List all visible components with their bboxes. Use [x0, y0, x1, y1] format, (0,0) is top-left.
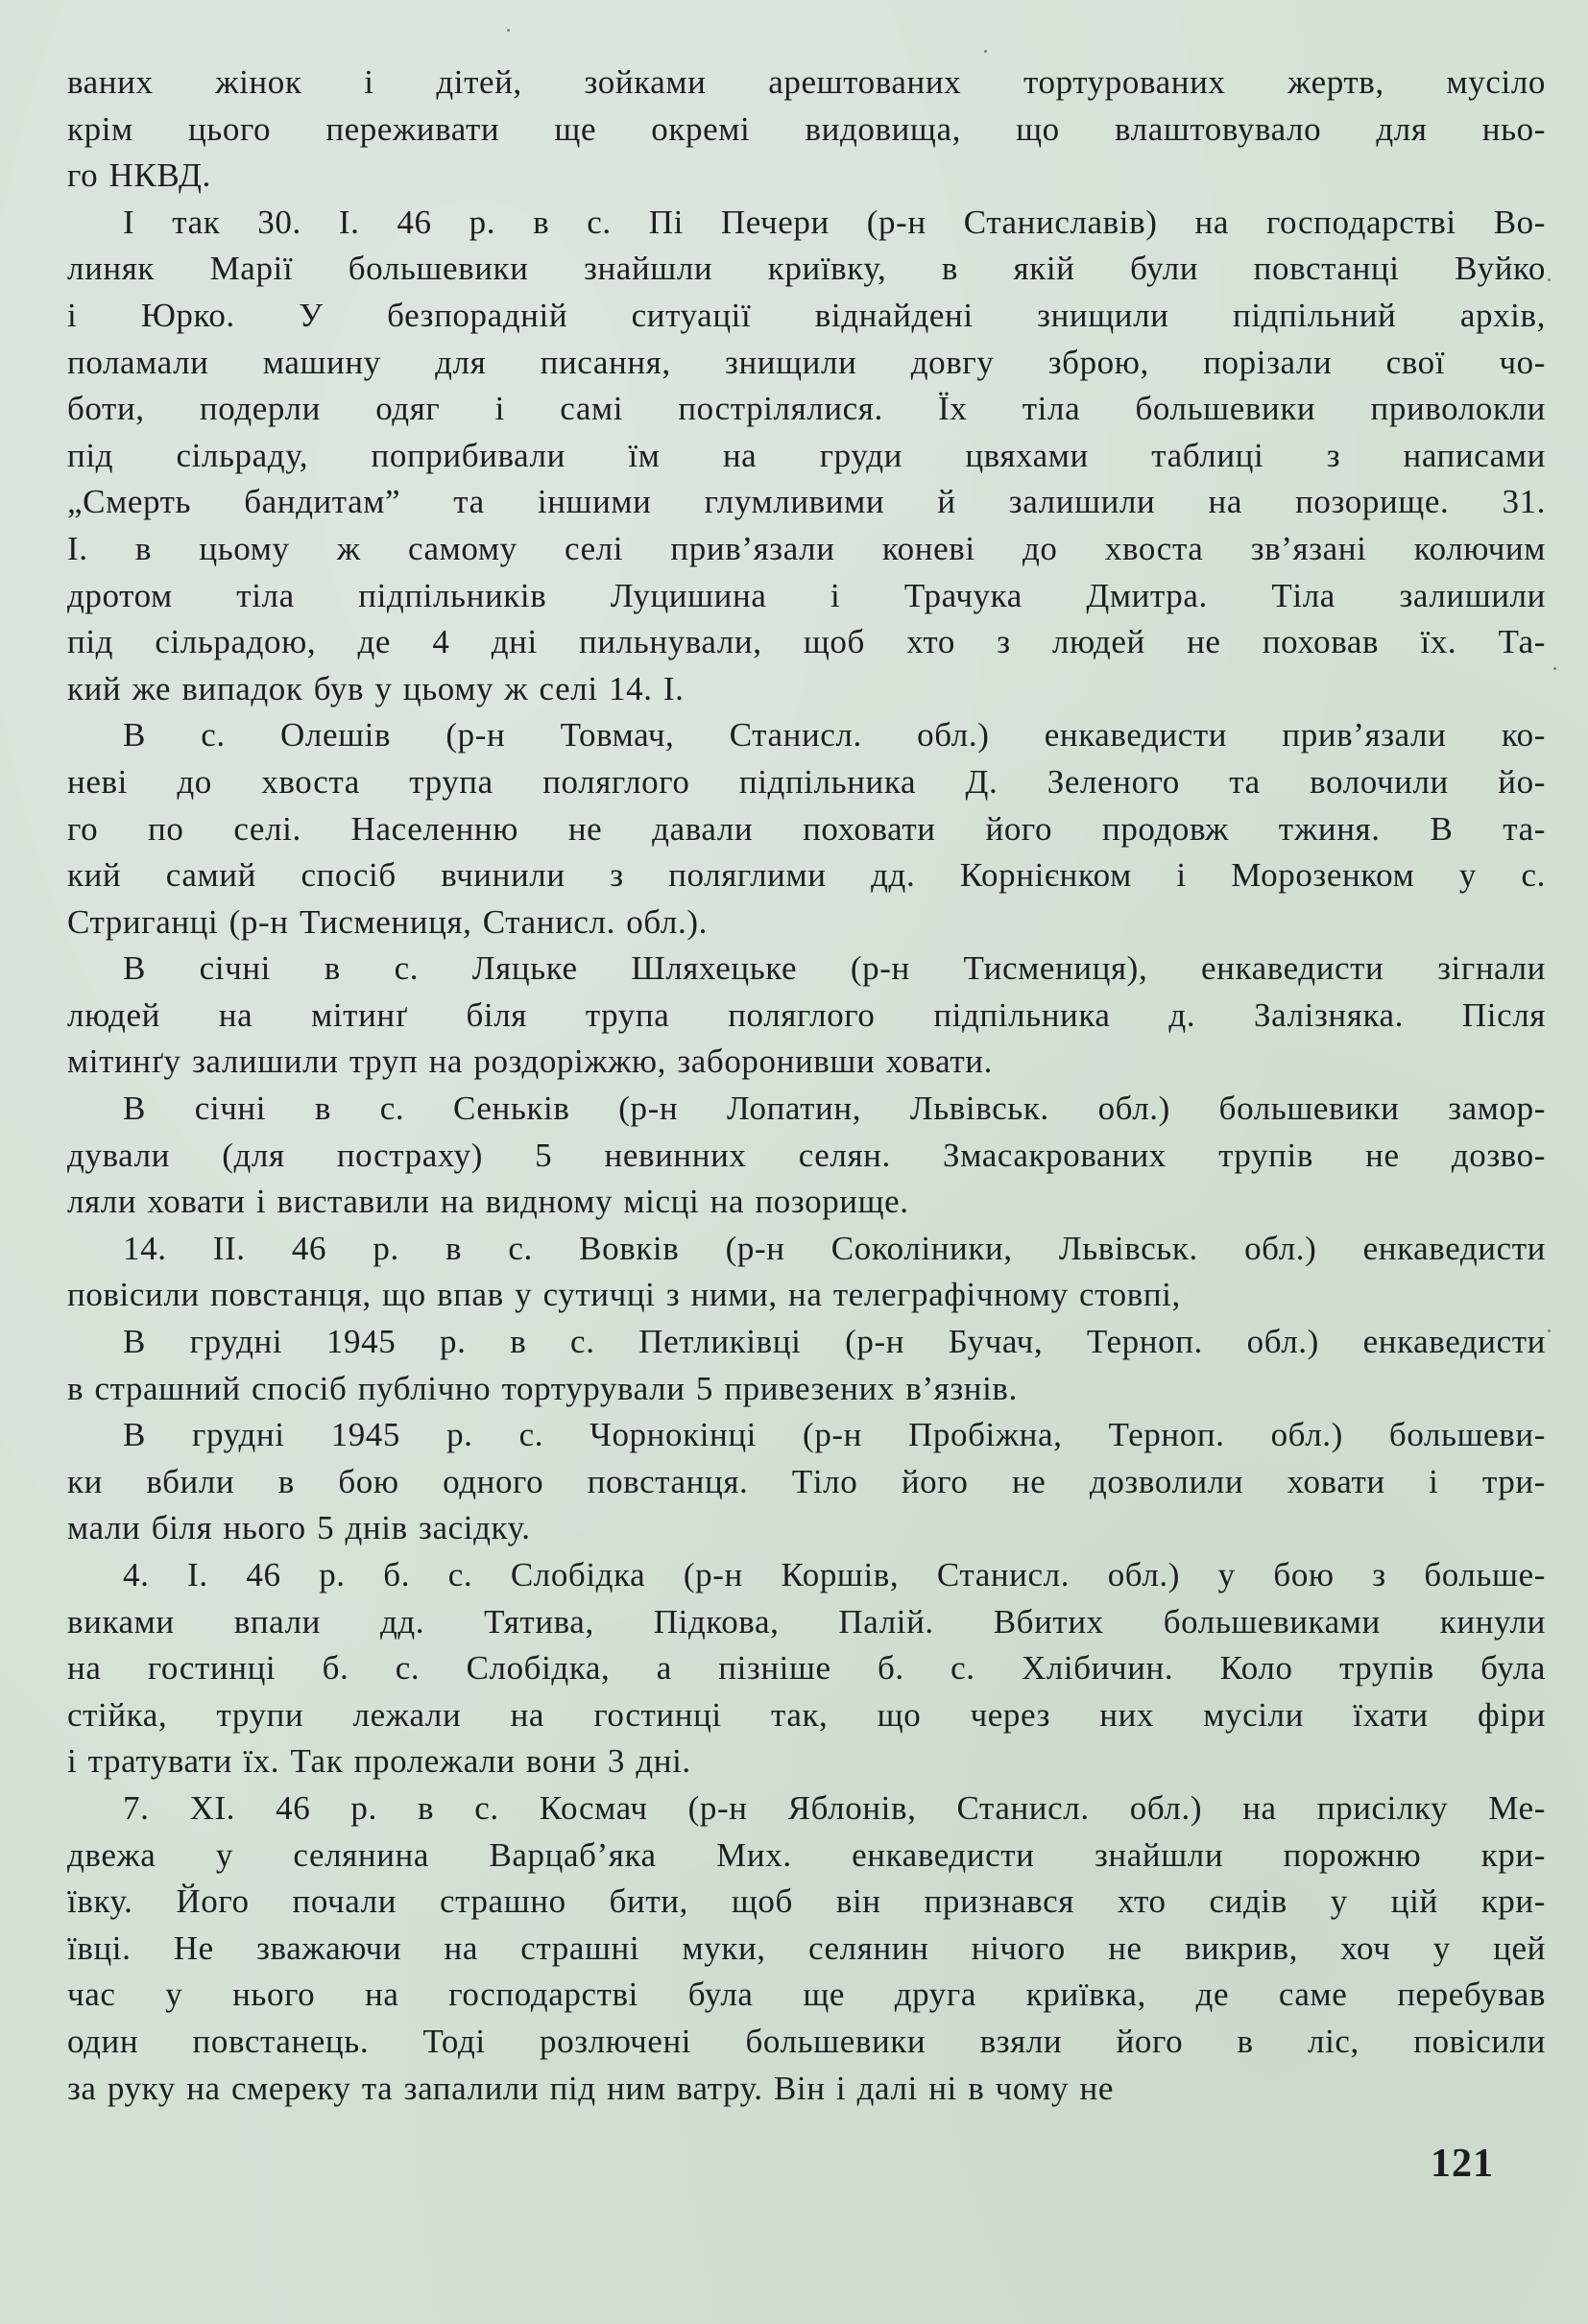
text-line: ляли ховати і виставили на видному місці на позорище.: [67, 1183, 909, 1221]
text-line: В січні в с. Ляцьке Шляхецьке (р-н Тисмениця), енкаведисти зігнали: [123, 949, 1546, 988]
paragraph: [67, 1226, 1546, 1319]
text-line: ївці. Не зважаючи на страшні муки, селянин нічого не викрив, хоч у цей: [67, 1929, 1546, 1967]
text-line: за руку на смереку та запалили під ним ватру. Він і далі ні в чому не: [67, 2069, 1114, 2107]
text-line: Стриганці (р-н Тисмениця, Станисл. обл.).: [67, 902, 708, 941]
text-line: один повстанець. Тоді розлючені большевики взяли його в ліс, повісили: [67, 2022, 1546, 2060]
text-line: неві до хвоста трупа поляглого підпільника Д. Зеленого та волочили йо-: [67, 762, 1546, 801]
print-speck: [984, 50, 987, 53]
page-body-text: [67, 60, 1546, 2112]
text-line: мітинґу залишили труп на роздоріжжю, заборонивши ховати.: [67, 1042, 993, 1081]
text-line: і тратувати їх. Так пролежали вони 3 дні.: [67, 1742, 691, 1781]
paragraph: [67, 1552, 1546, 1785]
paragraph: [67, 200, 1546, 713]
text-line: го по селі. Населенню не давали поховати його продовж тжиня. В та-: [67, 809, 1546, 848]
text-line: дували (для постраху) 5 невинних селян. Змасакрованих трупів не дозво-: [67, 1136, 1546, 1174]
text-line: стійка, трупи лежали на гостинці так, що через них мусіли їхати фіри: [67, 1695, 1546, 1734]
text-line: повісили повстанця, що впав у сутичці з ними, на телеграфічному стовпі,: [67, 1276, 1181, 1314]
text-line: крім цього переживати ще окремі видовища, що влаштовувало для ньо-: [67, 109, 1546, 148]
paragraph: [67, 60, 1546, 200]
text-line: боти, подерли одяг і самі пострілялися. Їх тіла большевики приволокли: [67, 390, 1546, 428]
paragraph: [67, 712, 1546, 946]
text-line: час у нього на господарстві була ще друга криївка, де саме перебував: [67, 1976, 1546, 2014]
text-line: ки вбили в бою одного повстанця. Тіло його не дозволили ховати і три-: [67, 1462, 1546, 1500]
text-line: В с. Олешів (р-н Товмач, Станисл. обл.) енкаведисти прив’язали ко-: [123, 716, 1546, 755]
text-line: під сільраду, поприбивали їм на груди цвяхами таблиці з написами: [67, 436, 1546, 474]
page-number: 121: [1431, 2142, 1494, 2186]
paragraph: [67, 1086, 1546, 1226]
text-line: го НКВД.: [67, 156, 211, 195]
text-line: мали біля нього 5 днів засідку.: [67, 1509, 531, 1547]
paragraph: [67, 1319, 1546, 1412]
paragraph: [67, 1412, 1546, 1552]
text-line: В грудні 1945 р. с. Чорнокінці (р-н Пробіжна, Терноп. обл.) большеви-: [123, 1416, 1546, 1454]
text-line: поламали машину для писання, знищили довгу зброю, порізали свої чо-: [67, 343, 1546, 381]
print-speck: [507, 29, 510, 32]
text-line: в страшний спосіб публічно тортурували 5 привезених в’язнів.: [67, 1369, 1018, 1407]
paragraph: [67, 1785, 1546, 2112]
text-line: 4. І. 46 р. б. с. Слобідка (р-н Коршів, Станисл. обл.) у бою з больше-: [123, 1556, 1546, 1593]
text-line: І так 30. І. 46 р. в с. Пі Печери (р-н Станиславів) на господарстві Во-: [123, 203, 1546, 241]
text-line: 14. II. 46 р. в с. Вовків (р-н Соколіники, Львівськ. обл.) енкаведисти: [123, 1229, 1546, 1267]
text-line: ваних жінок і дітей, зойками арештованих тортурованих жертв, мусіло: [67, 63, 1546, 101]
paragraph: [67, 946, 1546, 1086]
text-line: В грудні 1945 р. в с. Петликівці (р-н Бучач, Терноп. обл.) енкаведисти: [123, 1323, 1546, 1361]
text-line: кий самий спосіб вчинили з поляглими дд. Корнієнком і Морозенком у с.: [67, 856, 1546, 895]
text-line: 7. XI. 46 р. в с. Космач (р-н Яблонів, Станисл. обл.) на присілку Ме-: [123, 1788, 1546, 1827]
text-line: двежа у селянина Варцаб’яка Мих. енкаведисти знайшли порожню кри-: [67, 1835, 1546, 1874]
print-speck: [1553, 667, 1556, 670]
text-line: виками впали дд. Тятива, Підкова, Палій. Вбитих большевиками кинули: [67, 1602, 1546, 1641]
print-speck: [1548, 1330, 1551, 1332]
text-line: „Смерть бандитам” та іншими глумливими й залишили на позорище. 31.: [67, 483, 1546, 521]
text-line: ївку. Його почали страшно бити, щоб він признався хто сидів у цій кри-: [67, 1882, 1546, 1921]
text-line: під сільрадою, де 4 дні пильнували, щоб хто з людей не поховав їх. Та-: [67, 623, 1546, 661]
text-line: і Юрко. У безпорадній ситуації віднайдені знищили підпільний архів,: [67, 296, 1546, 334]
text-line: дротом тіла підпільників Луцишина і Трачука Дмитра. Тіла залишили: [67, 576, 1546, 614]
text-line: кий же випадок був у цьому ж селі 14. І.: [67, 669, 685, 707]
text-line: на гостинці б. с. Слобідка, а пізніше б. с. Хлібичин. Коло трупів була: [67, 1649, 1546, 1688]
print-speck: [1548, 278, 1551, 281]
text-line: І. в цьому ж самому селі прив’язали коневі до хвоста зв’язані колючим: [67, 529, 1546, 567]
text-line: В січні в с. Сеньків (р-н Лопатин, Львівськ. обл.) большевики замор-: [123, 1090, 1546, 1128]
text-line: линяк Марії большевики знайшли криївку, в якій були повстанці Вуйко: [67, 250, 1546, 288]
text-line: людей на мітинґ біля трупа поляглого підпільника д. Залізняка. Після: [67, 995, 1546, 1034]
book-page: [67, 60, 1546, 2267]
